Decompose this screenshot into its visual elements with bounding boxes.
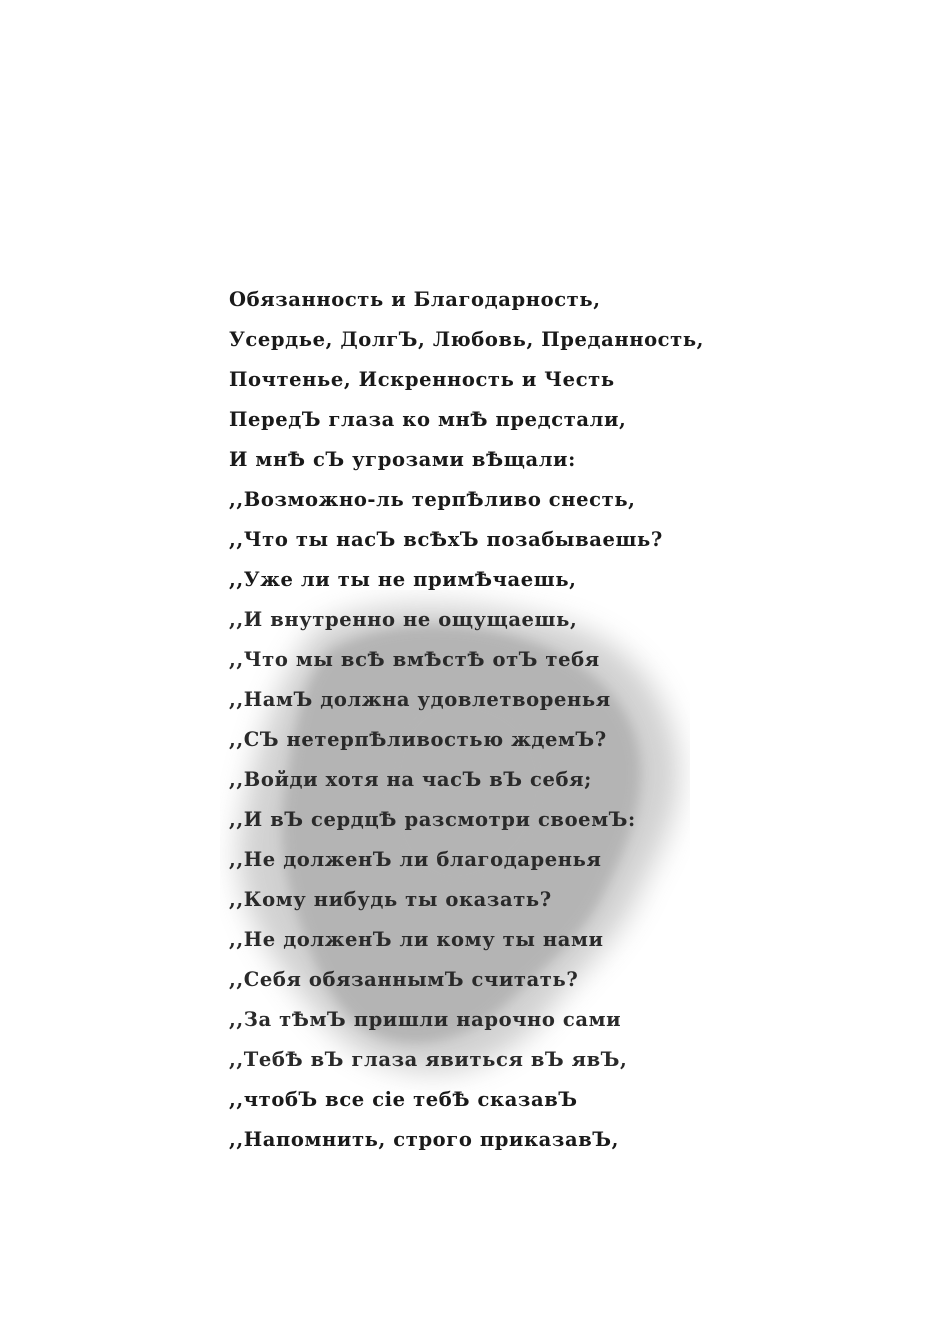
poem-line: ,,Что мы всѢ вмѢстѢ отЪ тебя — [229, 648, 600, 671]
poem-line: ,,За тѢмЪ пришли нарочно сами — [229, 1008, 622, 1031]
poem-line: ,,И вЪ сердцѢ разсмотри своемЪ: — [229, 808, 636, 831]
poem-line: ,,Уже ли ты не примѢчаешь, — [229, 568, 577, 591]
poem-line: ,,Что ты насЪ всѢхЪ позабываешь? — [229, 528, 663, 551]
poem-line: ,,Кому нибудь ты оказать? — [229, 888, 552, 911]
poem-line: ,,И внутренно не ощущаешь, — [229, 608, 578, 631]
poem-line: ,,Войди хотя на часЪ вЪ себя; — [229, 768, 592, 791]
poem-line: ,,Возможно-ль терпѢливо снесть, — [229, 488, 636, 511]
poem-line: ,,ТебѢ вЪ глаза явиться вЪ явЪ, — [229, 1048, 628, 1071]
poem-line: Обязанность и Благодарность, — [229, 288, 601, 311]
poem-line: ,,Не долженЪ ли благодаренья — [229, 848, 602, 871]
poem-line: ,,СЪ нетерпѢливостью ждемЪ? — [229, 728, 607, 751]
poem-text — [229, 280, 749, 1160]
poem-line: Почтенье, Искренность и Честь — [229, 368, 615, 391]
poem-line: ,,НамЪ должна удовлетворенья — [229, 688, 611, 711]
poem-line: ,,Напомнить, строго приказавЪ, — [229, 1128, 619, 1151]
poem-line: И мнѢ сЪ угрозами вѢщали: — [229, 448, 576, 471]
poem-line: ,,Не долженЪ ли кому ты нами — [229, 928, 604, 951]
poem-line: ,,чтобЪ все сіе тебѢ сказавЪ — [229, 1088, 578, 1111]
poem-line: Усердье, ДолгЪ, Любовь, Преданность, — [229, 328, 705, 351]
poem-line: ПередЪ глаза ко мнѢ предстали, — [229, 408, 627, 431]
poem-line: ,,Себя обязаннымЪ считать? — [229, 968, 579, 991]
